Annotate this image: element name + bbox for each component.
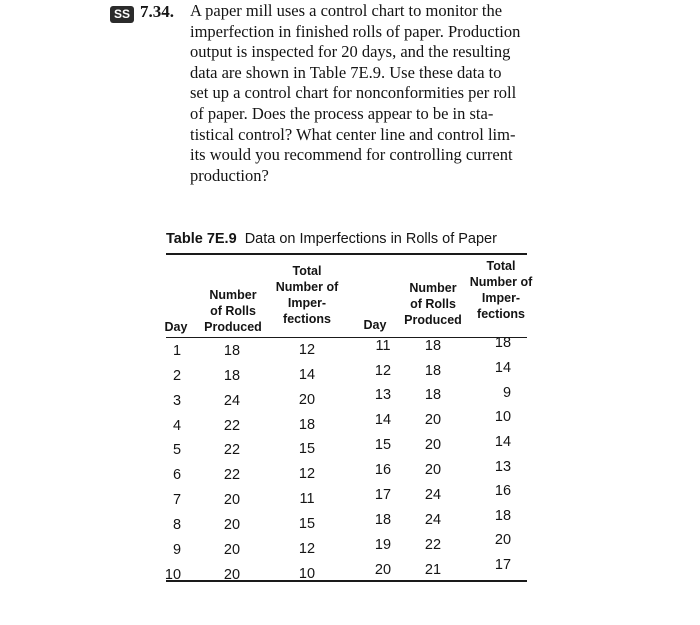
- cell-rolls: 22: [223, 418, 241, 434]
- cell-rolls: 21: [424, 562, 442, 578]
- cell-day: 5: [172, 442, 182, 458]
- cell-rolls: 20: [223, 567, 241, 583]
- cell-day: 7: [172, 492, 182, 508]
- cell-imperfections: 14: [494, 360, 512, 376]
- cell-day: 13: [374, 387, 392, 403]
- table-title: Data on Imperfections in Rolls of Paper: [244, 231, 497, 247]
- header-day-left: Day: [164, 320, 188, 334]
- cell-day: 16: [374, 462, 392, 478]
- header-imperfections-line: Number of: [275, 280, 339, 294]
- cell-rolls: 22: [223, 442, 241, 458]
- cell-imperfections: 11: [299, 491, 315, 507]
- cell-rolls: 20: [424, 462, 442, 478]
- header-day-right: Day: [363, 318, 387, 332]
- cell-imperfections: 18: [494, 335, 512, 351]
- cell-imperfections: 20: [298, 392, 316, 408]
- header-rolls-line: Produced: [204, 320, 262, 334]
- table-top-rule: [166, 253, 527, 255]
- cell-day: 15: [374, 437, 392, 453]
- cell-day: 4: [172, 418, 182, 434]
- problem-line: imperfection in finished rolls of paper. Production: [190, 21, 521, 41]
- cell-rolls: 24: [223, 393, 241, 409]
- header-imperfections-line: Total: [292, 264, 322, 278]
- header-imperfections-line: Number of: [469, 275, 533, 289]
- ss-badge: SS: [110, 6, 134, 23]
- cell-day: 11: [375, 338, 391, 354]
- header-rolls-line: Produced: [404, 313, 462, 327]
- table-header-rule: [166, 337, 527, 338]
- cell-imperfections: 17: [494, 557, 512, 573]
- cell-imperfections: 12: [298, 342, 316, 358]
- cell-imperfections: 15: [298, 516, 316, 532]
- cell-imperfections: 20: [494, 532, 512, 548]
- problem-line: production?: [190, 165, 269, 185]
- problem-text: [190, 1, 558, 186]
- cell-imperfections: 16: [494, 483, 512, 499]
- cell-rolls: 24: [424, 487, 442, 503]
- header-rolls-left: [204, 287, 262, 335]
- header-imperfections-line: fections: [477, 307, 525, 321]
- cell-day: 8: [172, 517, 182, 533]
- table-label: Table 7E.9: [166, 231, 237, 247]
- problem-line: output is inspected for 20 days, and the resulting: [190, 42, 511, 62]
- cell-rolls: 18: [223, 368, 241, 384]
- problem-line: set up a control chart for nonconformities per roll: [190, 83, 517, 103]
- cell-rolls: 18: [424, 387, 442, 403]
- problem-line: A paper mill uses a control chart to monitor the: [190, 1, 503, 20]
- cell-imperfections: 13: [494, 459, 512, 475]
- problem-line: data are shown in Table 7E.9. Use these data to: [190, 62, 502, 82]
- cell-day: 10: [164, 567, 182, 583]
- header-rolls-right: [404, 280, 462, 328]
- cell-rolls: 18: [424, 338, 442, 354]
- header-imperfections-line: Total: [486, 259, 516, 273]
- cell-day: 20: [374, 562, 392, 578]
- cell-rolls: 18: [424, 363, 442, 379]
- cell-day: 9: [172, 542, 182, 558]
- cell-imperfections: 18: [494, 508, 512, 524]
- cell-imperfections: 12: [298, 541, 316, 557]
- cell-day: 2: [172, 368, 182, 384]
- problem-line: tistical control? What center line and control lim-: [190, 124, 516, 144]
- cell-rolls: 20: [223, 517, 241, 533]
- cell-day: 18: [374, 512, 392, 528]
- cell-rolls: 24: [424, 512, 442, 528]
- header-rolls-line: of Rolls: [410, 297, 456, 311]
- cell-day: 1: [172, 343, 182, 359]
- cell-rolls: 20: [223, 492, 241, 508]
- problem-line: its would you recommend for controlling current: [190, 145, 513, 165]
- cell-rolls: 22: [424, 537, 442, 553]
- cell-rolls: 20: [223, 542, 241, 558]
- header-imperfections-right: [470, 258, 533, 322]
- header-imperfections-line: Imper-: [481, 291, 521, 305]
- cell-imperfections: 9: [502, 385, 512, 401]
- cell-day: 6: [172, 467, 182, 483]
- header-imperfections-line: Imper-: [287, 296, 327, 310]
- cell-imperfections: 15: [298, 441, 316, 457]
- cell-imperfections: 12: [298, 466, 316, 482]
- cell-rolls: 18: [223, 343, 241, 359]
- header-rolls-line: of Rolls: [210, 304, 256, 318]
- problem-line: of paper. Does the process appear to be in sta-: [190, 103, 494, 123]
- header-imperfections-line: fections: [283, 312, 331, 326]
- table-caption: [166, 231, 497, 247]
- cell-rolls: 22: [223, 467, 241, 483]
- cell-day: 3: [172, 393, 182, 409]
- problem-number: 7.34.: [140, 2, 174, 21]
- cell-rolls: 20: [424, 437, 442, 453]
- cell-imperfections: 18: [298, 417, 316, 433]
- cell-rolls: 20: [424, 412, 442, 428]
- cell-imperfections: 14: [494, 434, 512, 450]
- header-rolls-line: Number: [409, 281, 457, 295]
- header-rolls-line: Number: [209, 288, 257, 302]
- cell-imperfections: 10: [298, 566, 316, 582]
- cell-day: 12: [374, 363, 392, 379]
- cell-day: 14: [374, 412, 392, 428]
- header-imperfections-left: [276, 263, 339, 327]
- cell-imperfections: 14: [298, 367, 316, 383]
- cell-imperfections: 10: [494, 409, 512, 425]
- cell-day: 19: [374, 537, 392, 553]
- cell-day: 17: [374, 487, 392, 503]
